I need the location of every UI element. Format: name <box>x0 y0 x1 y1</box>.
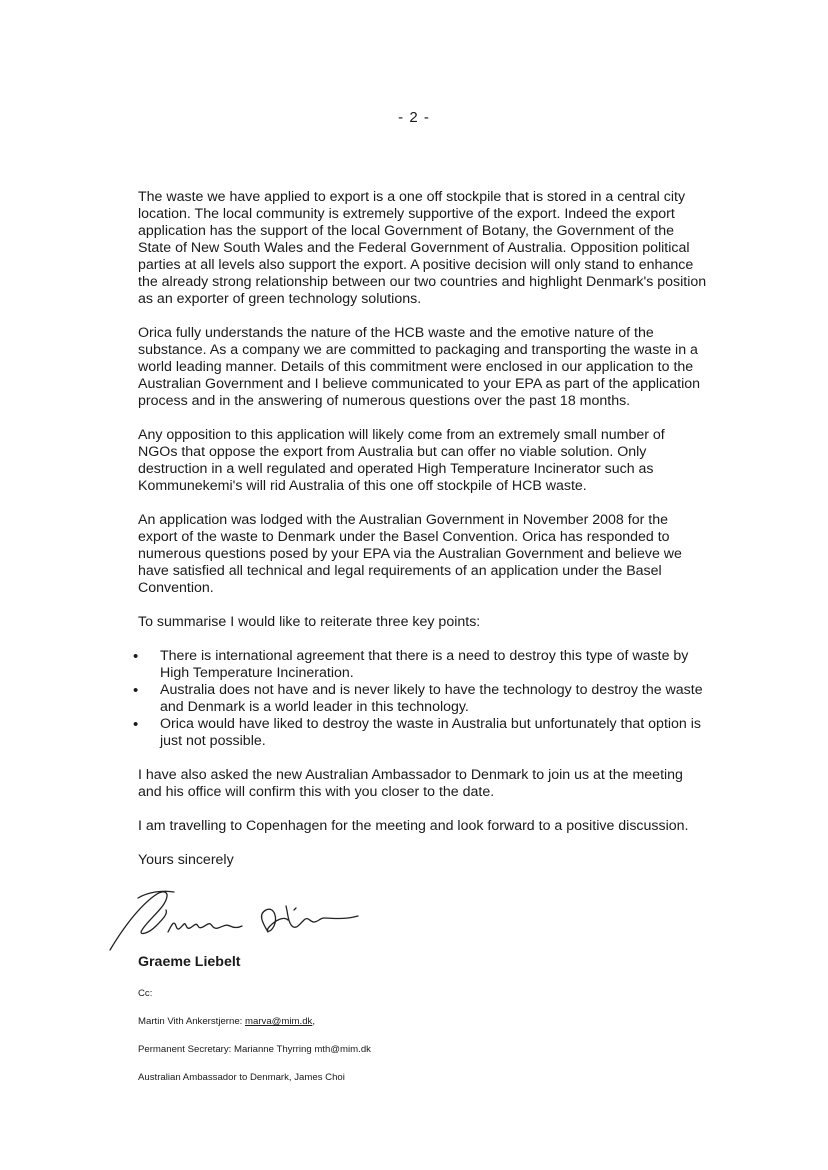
cc-email-link[interactable]: marva@mim.dk <box>245 1016 313 1027</box>
signature-icon <box>108 886 408 954</box>
paragraph-ambassador: I have also asked the new Australian Ambassador to Denmark to join us at the meeting and his office will confirm this with you closer to the date. <box>138 767 683 800</box>
paragraph-summary-intro: To summarise I would like to reiterate three key points: <box>138 614 481 630</box>
closing: Yours sincerely <box>138 852 234 868</box>
paragraph-export-stockpile: The waste we have applied to export is a one off stockpile that is stored in a central city location. The local community is extremely supportive of the export. Indeed the export application has the support of the local Government of Botany, the Government of the State of New South Wales and the Federal Government of Australia. Opposition political parties at all levels also support the export. A positive decision will only stand to enhance the already strong relationship between our two countries and highlight Denmark's position as an exporter of green technology solutions. <box>138 189 707 307</box>
key-point: • Orica would have liked to destroy the waste in Australia but unfortunately that option is just not possible. <box>138 716 708 750</box>
paragraph-hcb-waste: Orica fully understands the nature of the HCB waste and the emotive nature of the substance. As a company we are committed to packaging and transporting the waste in a world leading manner. Details of this commitment were enclosed in our application to the Australian Government and I believe communicated to your EPA as part of the application process and in the answering of numerous questions over the past 18 months. <box>138 325 701 409</box>
cc-recipient: Permanent Secretary: Marianne Thyrring mth@mim.dk <box>138 1044 371 1055</box>
cc-recipient-suffix: , <box>312 1016 315 1027</box>
paragraph-application: An application was lodged with the Australian Government in November 2008 for the export of the waste to Denmark under the Basel Convention. Orica has responded to numerous questions posed by your EPA via the Australian Government and believe we have satisfied all technical and legal requirements of an application under the Basel Convention. <box>138 512 682 596</box>
cc-block <box>138 988 708 1083</box>
key-point: • There is international agreement that there is a need to destroy this type of waste by High Temperature Incineration. <box>138 648 708 682</box>
cc-label: Cc: <box>138 988 153 999</box>
cc-recipient: Australian Ambassador to Denmark, James Choi <box>138 1072 345 1083</box>
cc-recipient-name: Martin Vith Ankerstjerne: <box>138 1016 246 1027</box>
handwritten-signature <box>108 886 708 954</box>
page-number: - 2 - <box>398 109 430 126</box>
paragraph-travel: I am travelling to Copenhagen for the meeting and look forward to a positive discussion. <box>138 818 689 834</box>
letter-body <box>138 189 708 1100</box>
key-point: • Australia does not have and is never likely to have the technology to destroy the waste and Denmark is a world leader in this technology. <box>138 682 708 716</box>
paragraph-opposition: Any opposition to this application will likely come from an extremely small number of NGOs that oppose the export from Australia but can offer no viable solution. Only destruction in a well regulated and operated High Temperature Incinerator such as Kommunekemi's will rid Australia of this one off stockpile of HCB waste. <box>138 427 665 494</box>
key-points-list <box>138 648 708 750</box>
cc-recipient <box>138 1016 708 1027</box>
signer-name: Graeme Liebelt <box>138 954 241 970</box>
